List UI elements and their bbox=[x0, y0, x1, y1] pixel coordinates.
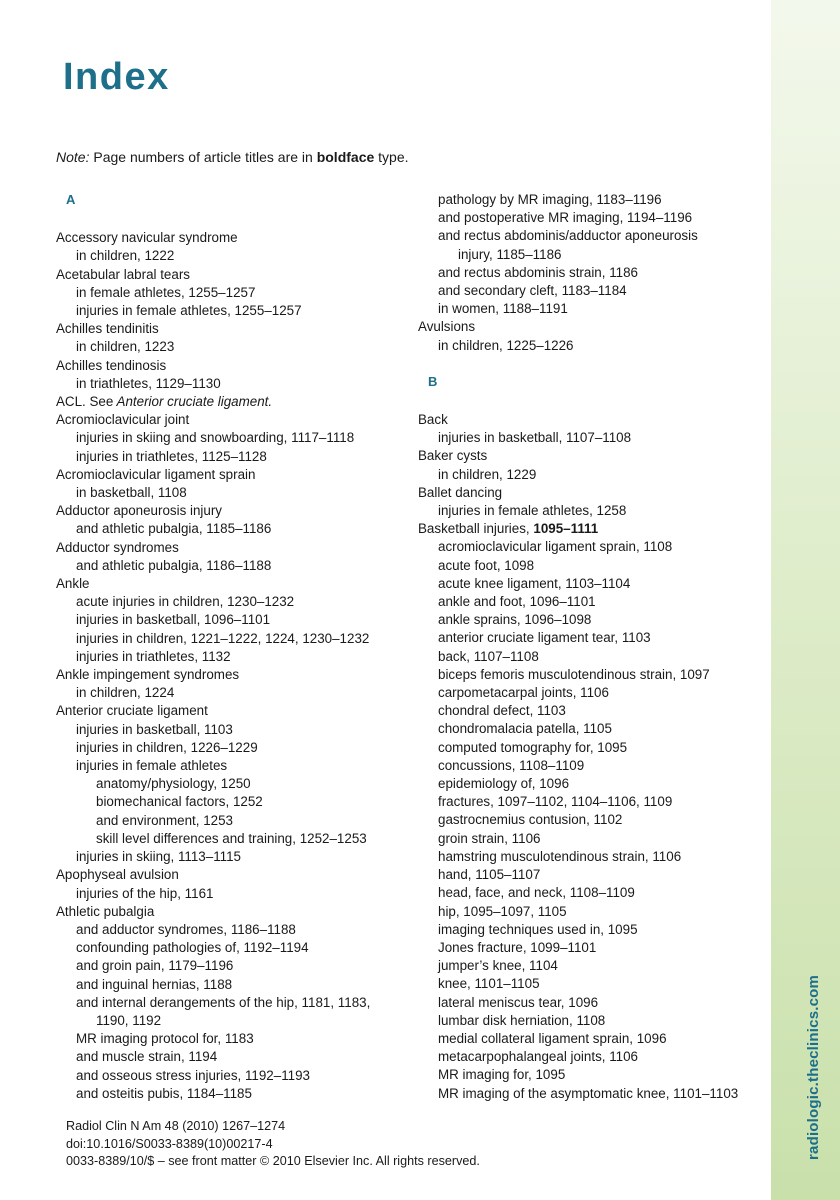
index-heading: Back bbox=[418, 412, 448, 428]
index-subentry: and osteitis pubis, 1184–1185 bbox=[76, 1085, 252, 1101]
index-subentry: ankle sprains, 1096–1098 bbox=[438, 612, 592, 628]
index-subentry: acute knee ligament, 1103–1104 bbox=[438, 575, 631, 591]
index-subentry: and athletic pubalgia, 1186–1188 bbox=[76, 557, 272, 573]
index-subentry: injuries in female athletes, 1258 bbox=[438, 503, 627, 519]
index-subentry: and inguinal hernias, 1188 bbox=[76, 976, 233, 992]
index-subentry: and rectus abdominis/adductor aponeurosis bbox=[438, 228, 698, 244]
index-subentry: carpometacarpal joints, 1106 bbox=[438, 685, 609, 701]
section-letter-b: B bbox=[428, 373, 438, 389]
index-heading: Accessory navicular syndrome bbox=[56, 230, 238, 246]
footer-doi: doi:10.1016/S0033-8389(10)00217-4 bbox=[66, 1136, 273, 1151]
index-subentry: back, 1107–1108 bbox=[438, 648, 539, 664]
index-subentry: lumbar disk herniation, 1108 bbox=[438, 1012, 606, 1028]
index-subentry: Jones fracture, 1099–1101 bbox=[438, 939, 597, 955]
index-subentry: injuries in basketball, 1103 bbox=[76, 721, 233, 737]
index-subentry: and athletic pubalgia, 1185–1186 bbox=[76, 521, 272, 537]
index-subentry: ankle and foot, 1096–1101 bbox=[438, 594, 596, 610]
index-subentry: anterior cruciate ligament tear, 1103 bbox=[438, 630, 651, 646]
index-subentry: injuries of the hip, 1161 bbox=[76, 885, 214, 901]
index-heading: Anterior cruciate ligament bbox=[56, 703, 208, 719]
index-heading: Achilles tendinosis bbox=[56, 357, 167, 373]
index-subentry: injuries in basketball, 1096–1101 bbox=[76, 612, 271, 628]
index-subentry: anatomy/physiology, 1250 bbox=[96, 776, 251, 792]
index-subentry: in basketball, 1108 bbox=[76, 485, 187, 501]
index-subentry: MR imaging for, 1095 bbox=[438, 1067, 566, 1083]
index-subentry: in children, 1229 bbox=[438, 466, 537, 482]
index-heading: Basketball injuries, 1095–1111 bbox=[418, 521, 599, 537]
index-subentry: chondral defect, 1103 bbox=[438, 703, 566, 719]
index-heading: Acromioclavicular joint bbox=[56, 412, 190, 428]
note-bold-word: boldface bbox=[316, 149, 375, 165]
index-note bbox=[56, 149, 409, 165]
index-subentry: and muscle strain, 1194 bbox=[76, 1049, 218, 1065]
index-heading: Acetabular labral tears bbox=[56, 266, 190, 282]
index-heading: Athletic pubalgia bbox=[56, 903, 155, 919]
index-subentry: and groin pain, 1179–1196 bbox=[76, 958, 234, 974]
index-subentry: biceps femoris musculotendinous strain, 1097 bbox=[438, 666, 710, 682]
index-subentry: concussions, 1108–1109 bbox=[438, 757, 585, 773]
index-subentry: MR imaging of the asymptomatic knee, 1101–1103 bbox=[438, 1085, 739, 1101]
index-subentry: groin strain, 1106 bbox=[438, 830, 541, 846]
index-heading: Ankle impingement syndromes bbox=[56, 667, 240, 683]
index-subentry: biomechanical factors, 1252 bbox=[96, 794, 263, 810]
journal-url[interactable]: radiologic.theclinics.com bbox=[805, 974, 822, 1160]
index-subentry: in children, 1224 bbox=[76, 685, 175, 701]
index-subentry: in female athletes, 1255–1257 bbox=[76, 284, 256, 300]
index-heading: ACL. See Anterior cruciate ligament. bbox=[56, 394, 273, 410]
index-subentry: in triathletes, 1129–1130 bbox=[76, 375, 221, 391]
index-subentry: and osseous stress injuries, 1192–1193 bbox=[76, 1067, 310, 1083]
index-heading: Ankle bbox=[56, 576, 90, 592]
index-subentry: hamstring musculotendinous strain, 1106 bbox=[438, 848, 682, 864]
index-entries-a-continued bbox=[418, 191, 763, 355]
footer-citation: Radiol Clin N Am 48 (2010) 1267–1274 bbox=[66, 1119, 286, 1133]
index-subentry: pathology by MR imaging, 1183–1196 bbox=[438, 192, 662, 207]
index-subentry: injuries in children, 1226–1229 bbox=[76, 739, 258, 755]
index-subentry: hand, 1105–1107 bbox=[438, 867, 541, 883]
index-subentry: gastrocnemius contusion, 1102 bbox=[438, 812, 623, 828]
index-subentry: fractures, 1097–1102, 1104–1106, 1109 bbox=[438, 794, 673, 810]
index-subentry: injuries in children, 1221–1222, 1224, 1230–1232 bbox=[76, 630, 370, 646]
index-subentry: in children, 1222 bbox=[76, 248, 175, 264]
note-text-after: type. bbox=[378, 149, 409, 165]
index-subentry: in children, 1225–1226 bbox=[438, 337, 574, 353]
index-subentry: in women, 1188–1191 bbox=[438, 301, 568, 317]
index-subentry: acromioclavicular ligament sprain, 1108 bbox=[438, 539, 673, 555]
index-subentry: injuries in female athletes bbox=[76, 758, 228, 774]
index-heading: Adductor aponeurosis injury bbox=[56, 503, 222, 519]
index-column-left bbox=[56, 191, 401, 1103]
index-subentry: acute injuries in children, 1230–1232 bbox=[76, 594, 295, 610]
index-subentry: and adductor syndromes, 1186–1188 bbox=[76, 921, 296, 937]
index-subentry: computed tomography for, 1095 bbox=[438, 739, 628, 755]
index-subentry: injuries in skiing and snowboarding, 1117–1118 bbox=[76, 430, 355, 446]
index-subentry: and rectus abdominis strain, 1186 bbox=[438, 264, 638, 280]
index-column-right bbox=[418, 191, 763, 1103]
index-heading: Baker cysts bbox=[418, 448, 488, 464]
index-subentry: jumper’s knee, 1104 bbox=[438, 958, 558, 974]
index-subentry: skill level differences and training, 1252–1253 bbox=[96, 830, 367, 846]
index-subentry: epidemiology of, 1096 bbox=[438, 776, 570, 792]
index-subentry: imaging techniques used in, 1095 bbox=[438, 921, 638, 937]
index-subentry: injuries in triathletes, 1132 bbox=[76, 648, 231, 664]
article-page-range: 1095–1111 bbox=[529, 521, 599, 537]
index-subentry: hip, 1095–1097, 1105 bbox=[438, 903, 567, 919]
index-heading: Ballet dancing bbox=[418, 484, 503, 500]
index-heading: Apophyseal avulsion bbox=[56, 867, 179, 883]
index-subentry: injuries in skiing, 1113–1115 bbox=[76, 849, 242, 865]
index-subentry: confounding pathologies of, 1192–1194 bbox=[76, 940, 309, 956]
index-subentry: injuries in female athletes, 1255–1257 bbox=[76, 303, 302, 318]
index-subentry: injury, 1185–1186 bbox=[458, 246, 562, 262]
index-subentry: metacarpophalangeal joints, 1106 bbox=[438, 1049, 639, 1065]
index-entries-b bbox=[418, 411, 763, 1103]
index-subentry: in children, 1223 bbox=[76, 339, 175, 355]
section-letter-a: A bbox=[66, 192, 76, 207]
index-subentry: 1190, 1192 bbox=[96, 1012, 162, 1028]
cross-reference: Anterior cruciate ligament. bbox=[113, 394, 273, 410]
index-subentry: injuries in basketball, 1107–1108 bbox=[438, 430, 632, 446]
index-heading: Adductor syndromes bbox=[56, 539, 179, 555]
index-subentry: MR imaging protocol for, 1183 bbox=[76, 1031, 254, 1047]
index-subentry: and postoperative MR imaging, 1194–1196 bbox=[438, 210, 693, 226]
note-text-before: Page numbers of article titles are in bbox=[93, 149, 313, 165]
index-subentry: acute foot, 1098 bbox=[438, 557, 535, 573]
index-entries-a bbox=[56, 229, 401, 1103]
index-heading: Avulsions bbox=[418, 319, 476, 335]
note-label: Note: bbox=[56, 149, 90, 165]
index-heading: Acromioclavicular ligament sprain bbox=[56, 466, 256, 482]
footer-rights: 0033-8389/10/$ – see front matter © 2010 Elsevier Inc. All rights reserved. bbox=[66, 1154, 480, 1169]
index-subentry: and internal derangements of the hip, 1181, 1183, bbox=[76, 994, 371, 1010]
page-footer bbox=[66, 1118, 480, 1171]
index-subentry: injuries in triathletes, 1125–1128 bbox=[76, 448, 267, 464]
index-subentry: head, face, and neck, 1108–1109 bbox=[438, 885, 635, 901]
index-subentry: knee, 1101–1105 bbox=[438, 976, 540, 992]
index-subentry: lateral meniscus tear, 1096 bbox=[438, 994, 599, 1010]
index-subentry: and secondary cleft, 1183–1184 bbox=[438, 283, 627, 299]
page-title: Index bbox=[63, 56, 170, 98]
index-heading: Achilles tendinitis bbox=[56, 321, 159, 337]
index-subentry: medial collateral ligament sprain, 1096 bbox=[438, 1030, 667, 1046]
index-subentry: and environment, 1253 bbox=[96, 812, 233, 828]
index-subentry: chondromalacia patella, 1105 bbox=[438, 721, 612, 737]
